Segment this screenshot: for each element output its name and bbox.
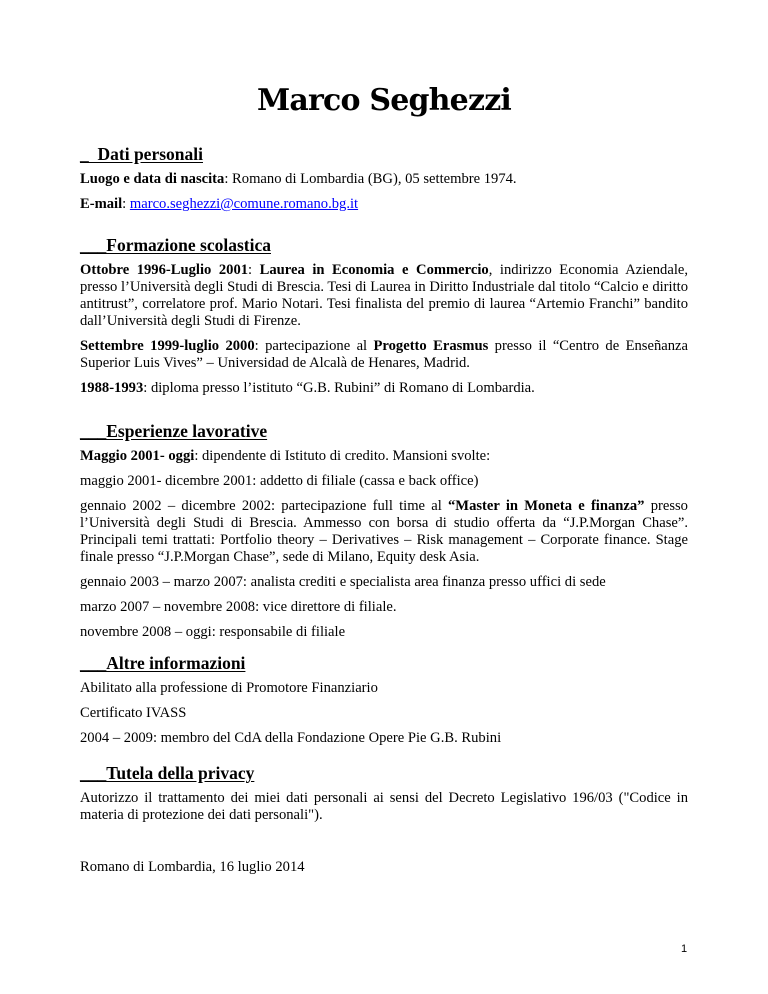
section-personal — [80, 144, 688, 213]
education-item-3-text: : diploma presso l’istituto “G.B. Rubini” di Romano di Lombardia. — [143, 380, 535, 396]
section-other — [80, 653, 688, 747]
experience-item-3-b: presso l’Università degli Studi di Brescia. Ammesso con borsa di studio offerta da “J.P.Morgan Chase”. Principali temi trattati: Portfolio theory – Derivatives – Risk management – Corporate finance. Stage finale presso “J.P.Morgan Chase”, sede di Milano, Equity desk Asia. — [80, 498, 688, 565]
experience-item-1-text: : dipendente di Istituto di credito. Mansioni svolte: — [194, 448, 491, 464]
education-item-2 — [80, 338, 688, 372]
birth-value: : Romano di Lombardia (BG), 05 settembre 1974. — [224, 171, 517, 187]
experience-item-1-date: Maggio 2001- oggi — [80, 448, 195, 464]
email-line — [80, 196, 688, 213]
experience-item-3-master: “Master in Moneta e finanza” — [448, 498, 645, 514]
education-item-2-date: Settembre 1999-luglio 2000 — [80, 338, 255, 354]
email-sep: : — [122, 196, 130, 212]
section-experience — [80, 421, 688, 641]
birth-line — [80, 171, 688, 188]
place-date: Romano di Lombardia, 16 luglio 2014 — [80, 859, 305, 875]
section-education — [80, 235, 688, 397]
heading-experience: ___Esperienze lavorative — [80, 421, 268, 441]
education-item-3 — [80, 380, 688, 397]
birth-label: Luogo e data di nascita — [80, 171, 225, 187]
other-item-2: Certificato IVASS — [80, 705, 187, 721]
other-item-3: 2004 – 2009: membro del CdA della Fondazione Opere Pie G.B. Rubini — [80, 730, 502, 746]
experience-item-1 — [80, 448, 688, 465]
experience-item-6: novembre 2008 – oggi: responsabile di filiale — [80, 624, 346, 640]
cv-name: Marco Seghezzi — [256, 83, 512, 118]
education-item-2-text-b: presso il “Centro de Enseñanza Superior Luis Vives” – Universidad de Alcalà de Henares, Madrid. — [80, 338, 688, 371]
heading-personal: _ Dati personali — [80, 144, 203, 164]
email-label: E-mail — [80, 196, 123, 212]
heading-privacy: ___Tutela della privacy — [80, 763, 255, 783]
education-item-1 — [80, 262, 688, 330]
experience-item-3-a: gennaio 2002 – dicembre 2002: partecipazione full time al — [80, 498, 448, 514]
page-number: 1 — [681, 943, 688, 955]
education-item-1-sep: : — [248, 262, 260, 278]
other-item-1: Abilitato alla professione di Promotore Finanziario — [80, 680, 378, 696]
heading-education: ___Formazione scolastica — [80, 235, 271, 255]
education-item-3-date: 1988-1993 — [80, 380, 144, 396]
privacy-text: Autorizzo il trattamento dei miei dati personali ai sensi del Decreto Legislativo 196/03 ("Codice in materia di protezione dei dati personali"). — [80, 790, 688, 823]
education-item-1-degree: Laurea in Economia e Commercio — [259, 262, 489, 278]
section-privacy — [80, 763, 688, 824]
experience-item-3 — [80, 498, 688, 566]
education-item-2-program: Progetto Erasmus — [373, 338, 489, 354]
signature-block — [80, 859, 688, 876]
experience-item-4: gennaio 2003 – marzo 2007: analista crediti e specialista area finanza presso uffici di sede — [80, 574, 606, 590]
education-item-1-date: Ottobre 1996-Luglio 2001 — [80, 262, 249, 278]
email-link[interactable]: marco.seghezzi@comune.romano.bg.it — [129, 196, 359, 212]
experience-item-5: marzo 2007 – novembre 2008: vice direttore di filiale. — [80, 599, 397, 615]
education-item-1-text: , indirizzo Economia Aziendale, presso l’Università degli Studi di Brescia. Tesi di Laurea in Diritto Industriale dal titolo “Calcio e diritto antitrust”, correlatore prof. Mario Notari. Tesi finalista del premio di laurea “Artemio Franchi” bandito dall’Università degli Studi di Firenze. — [80, 262, 689, 329]
experience-item-2: maggio 2001- dicembre 2001: addetto di filiale (cassa e back office) — [80, 473, 479, 489]
education-item-2-text-a: : partecipazione al — [254, 338, 374, 354]
heading-other: ___Altre informazioni — [80, 653, 246, 673]
